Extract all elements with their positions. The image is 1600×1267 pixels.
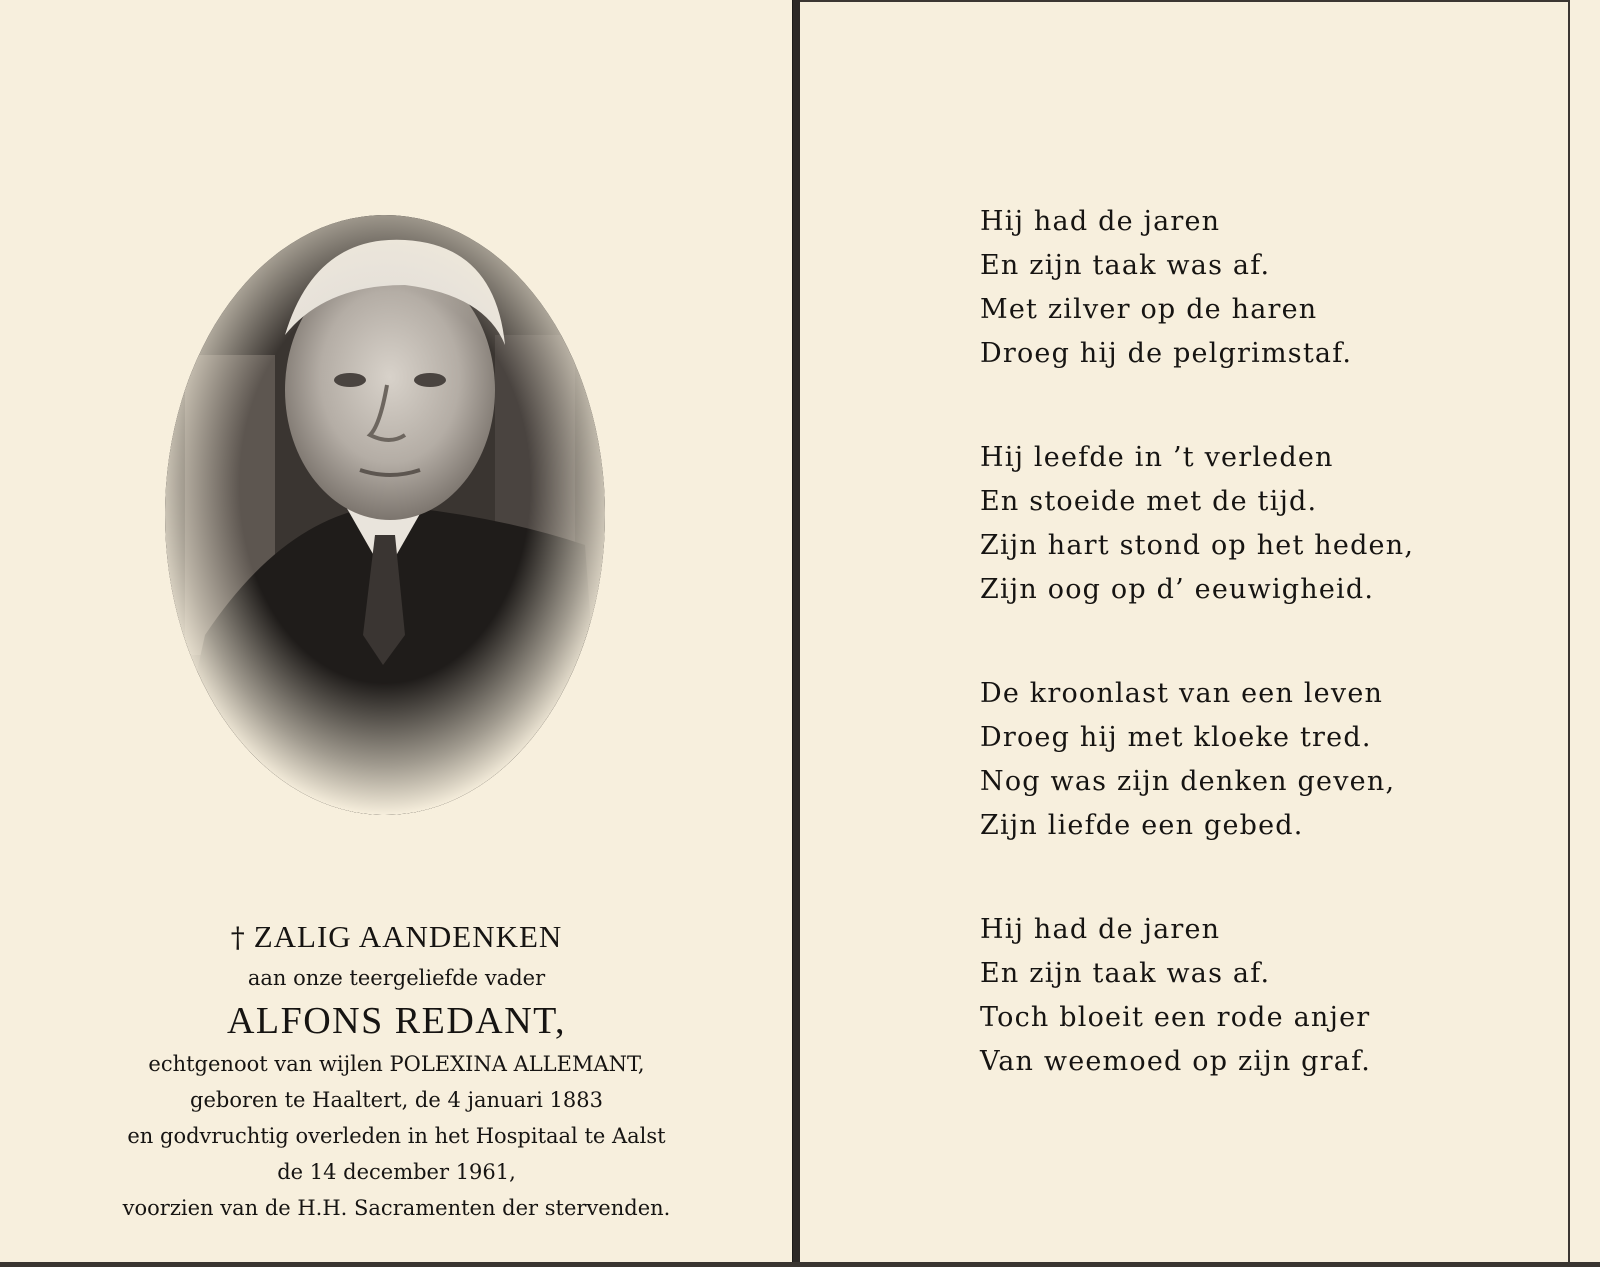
- portrait-illustration: [165, 215, 605, 815]
- poem-line: Zijn hart stond op het heden,: [980, 530, 1415, 561]
- death-date: de 14 december 1961,: [277, 1160, 516, 1184]
- poem-line: Van weemoed op zijn graf.: [980, 1046, 1372, 1077]
- heading-text: ZALIG AANDENKEN: [253, 919, 563, 954]
- memorial-card-front: [0, 0, 793, 1262]
- intro-line: aan onze teergeliefde vader: [247, 966, 546, 990]
- poem-line: Toch bloeit een rode anjer: [980, 1002, 1371, 1033]
- deceased-name: ALFONS REDANT,: [226, 1000, 567, 1042]
- poem-line: Hij had de jaren: [980, 914, 1221, 945]
- birth-line: geboren te Haaltert, de 4 januari 1883: [190, 1088, 603, 1112]
- sacraments-line: voorzien van de H.H. Sacramenten der stervenden.: [122, 1196, 671, 1220]
- portrait-photo: [165, 215, 605, 815]
- death-line: en godvruchtig overleden in het Hospitaal te Aalst: [127, 1124, 666, 1148]
- scan-edge: [1568, 0, 1600, 1267]
- poem-line: En zijn taak was af.: [980, 958, 1271, 989]
- poem-line: En stoeide met de tijd.: [980, 486, 1318, 517]
- stanza: [980, 908, 1500, 1084]
- poem-line: Zijn liefde een gebed.: [980, 810, 1304, 841]
- poem-line: Zijn oog op d’ eeuwigheid.: [980, 574, 1375, 605]
- scan-bottom-edge: [0, 1262, 1600, 1267]
- poem-line: Nog was zijn denken geven,: [980, 766, 1396, 797]
- poem-line: Met zilver op de haren: [980, 294, 1318, 325]
- poem-line: Hij leefde in ’t verleden: [980, 442, 1334, 473]
- poem-line: Droeg hij met kloeke tred.: [980, 722, 1372, 753]
- cross-icon: †: [230, 921, 246, 954]
- poem-line: Hij had de jaren: [980, 206, 1221, 237]
- poem: [980, 200, 1500, 1144]
- poem-line: De kroonlast van een leven: [980, 678, 1384, 709]
- spouse-line: echtgenoot van wijlen POLEXINA ALLEMANT,: [148, 1052, 645, 1076]
- poem-line: Droeg hij de pelgrimstaf.: [980, 338, 1353, 369]
- stanza: [980, 672, 1500, 848]
- poem-line: En zijn taak was af.: [980, 250, 1271, 281]
- stanza: [980, 436, 1500, 612]
- memorial-text: [60, 915, 733, 1226]
- stanza: [980, 200, 1500, 376]
- memorial-heading: [60, 915, 733, 960]
